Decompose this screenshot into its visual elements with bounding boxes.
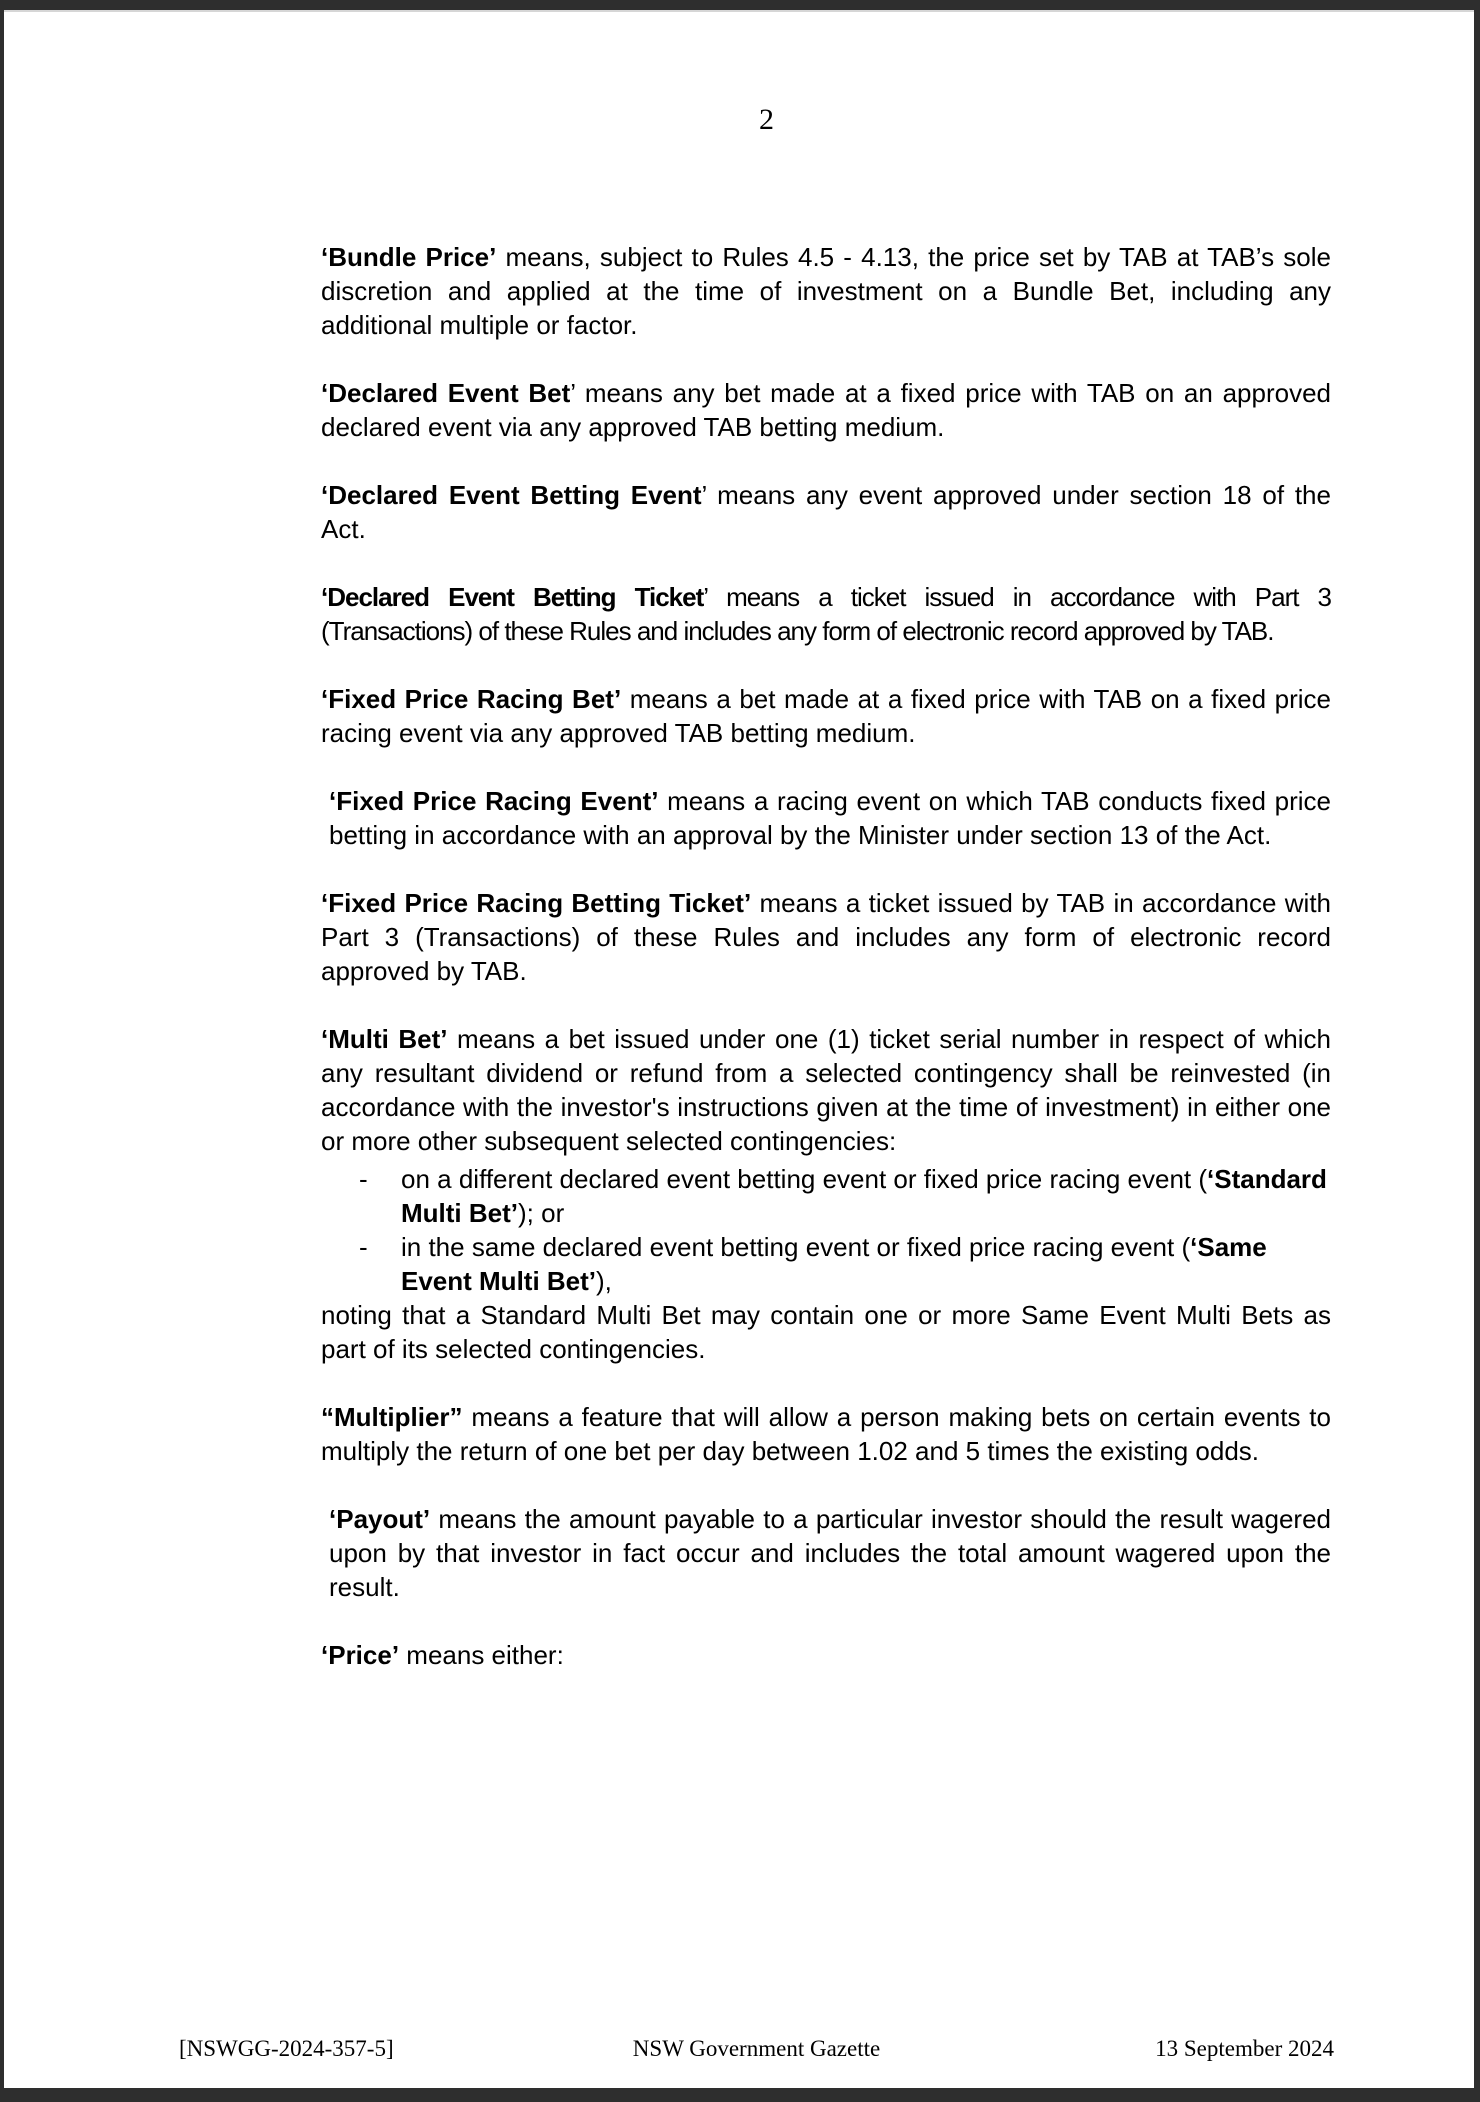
definition-text: on a different declared event betting event or fixed price racing event (: [401, 1164, 1208, 1194]
defined-term: ‘Standard Multi Bet’: [401, 1164, 1327, 1228]
defined-term: ‘Bundle Price’: [321, 242, 497, 272]
definition-fixed-price-racing-bet: [321, 682, 1331, 750]
footer-publication-title: NSW Government Gazette: [632, 2036, 881, 2061]
defined-term: ‘Fixed Price Racing Event’: [329, 786, 659, 816]
defined-term: ‘Same Event Multi Bet’: [401, 1232, 1267, 1296]
page-number: 2: [759, 103, 774, 136]
footer-date: 13 September 2024: [1155, 2036, 1334, 2061]
definition-text: means a bet issued under one (1) ticket serial number in respect of which any resultant dividend or refund from a selected contingency shall be reinvested (in accordance with the investor's instructions given at the time of investment) in either one or more other subsequent selected contingencies:: [321, 1024, 1331, 1156]
definition-text: means either:: [399, 1640, 564, 1670]
page-footer: [179, 2036, 1334, 2062]
definition-text: means a racing event on which TAB conducts fixed price betting in accordance with an approval by the Minister under section 13 of the Act.: [329, 786, 1331, 850]
definition-text: in the same declared event betting event or fixed price racing event (: [401, 1232, 1191, 1262]
document-page: [4, 10, 1474, 2088]
definition-text: ); or: [518, 1198, 565, 1228]
footer-gazette-reference: [NSWGG-2024-357-5]: [179, 2036, 394, 2061]
definition-declared-event-betting-ticket: [321, 580, 1331, 648]
definition-text: means a ticket issued by TAB in accordance with Part 3 (Transactions) of these Rules and includes any form of electronic record approved by TAB.: [321, 888, 1332, 986]
definition-fixed-price-racing-event: [321, 784, 1331, 852]
definition-payout: [321, 1502, 1331, 1604]
definition-multiplier: [321, 1400, 1331, 1468]
multi-bet-types: [321, 1162, 1331, 1298]
bullet-text: [401, 1230, 1331, 1298]
definition-multi-bet: [321, 1022, 1331, 1158]
defined-term: ‘Fixed Price Racing Betting Ticket’: [321, 888, 752, 918]
defined-term: ‘Declared Event Bet: [321, 378, 571, 408]
definition-text: means the amount payable to a particular investor should the result wagered upon by that investor in fact occur and includes the total amount wagered upon the result.: [329, 1504, 1331, 1602]
defined-term: ‘Fixed Price Racing Bet’: [321, 684, 622, 714]
document-body: [321, 240, 1331, 1706]
definition-bundle-price: [321, 240, 1331, 342]
defined-term: ‘Price’: [321, 1640, 400, 1670]
defined-term: ‘Payout’: [329, 1504, 431, 1534]
definition-text: ’ means a ticket issued in accordance with Part 3 (Transactions) of these Rules and includes any form of electronic record approved by TAB.: [321, 582, 1331, 646]
definition-declared-event-betting-event: [321, 478, 1331, 546]
definition-text: ),: [596, 1266, 612, 1296]
bullet-text: [401, 1162, 1331, 1230]
definition-text: noting that a Standard Multi Bet may contain one or more Same Event Multi Bets as part of its selected contingencies.: [321, 1300, 1331, 1364]
definition-text: means, subject to Rules 4.5 - 4.13, the price set by TAB at TAB’s sole discretion and applied at the time of investment on a Bundle Bet, including any additional multiple or factor.: [321, 242, 1331, 340]
definition-fixed-price-racing-betting-ticket: [321, 886, 1331, 988]
defined-term: ‘Declared Event Betting Ticket: [321, 582, 704, 612]
bullet-dash-icon: -: [359, 1164, 368, 1194]
definition-text: means a feature that will allow a person making bets on certain events to multiply the return of one bet per day between 1.02 and 5 times the existing odds.: [321, 1402, 1331, 1466]
definition-price: [321, 1638, 1331, 1672]
multi-bet-note: [321, 1298, 1331, 1366]
definition-text: means a bet made at a fixed price with TAB on a fixed price racing event via any approved TAB betting medium.: [321, 684, 1331, 748]
defined-term: ‘Multi Bet’: [321, 1024, 448, 1054]
defined-term: “Multiplier”: [321, 1402, 463, 1432]
bullet-item: [359, 1162, 1331, 1230]
definition-text: ’ means any event approved under section 18 of the Act.: [321, 480, 1331, 544]
definition-text: ’ means any bet made at a fixed price with TAB on an approved declared event via any approved TAB betting medium.: [321, 378, 1332, 442]
definition-declared-event-bet: [321, 376, 1331, 444]
bullet-dash-icon: -: [359, 1232, 368, 1262]
bullet-item: [359, 1230, 1331, 1298]
defined-term: ‘Declared Event Betting Event: [321, 480, 702, 510]
